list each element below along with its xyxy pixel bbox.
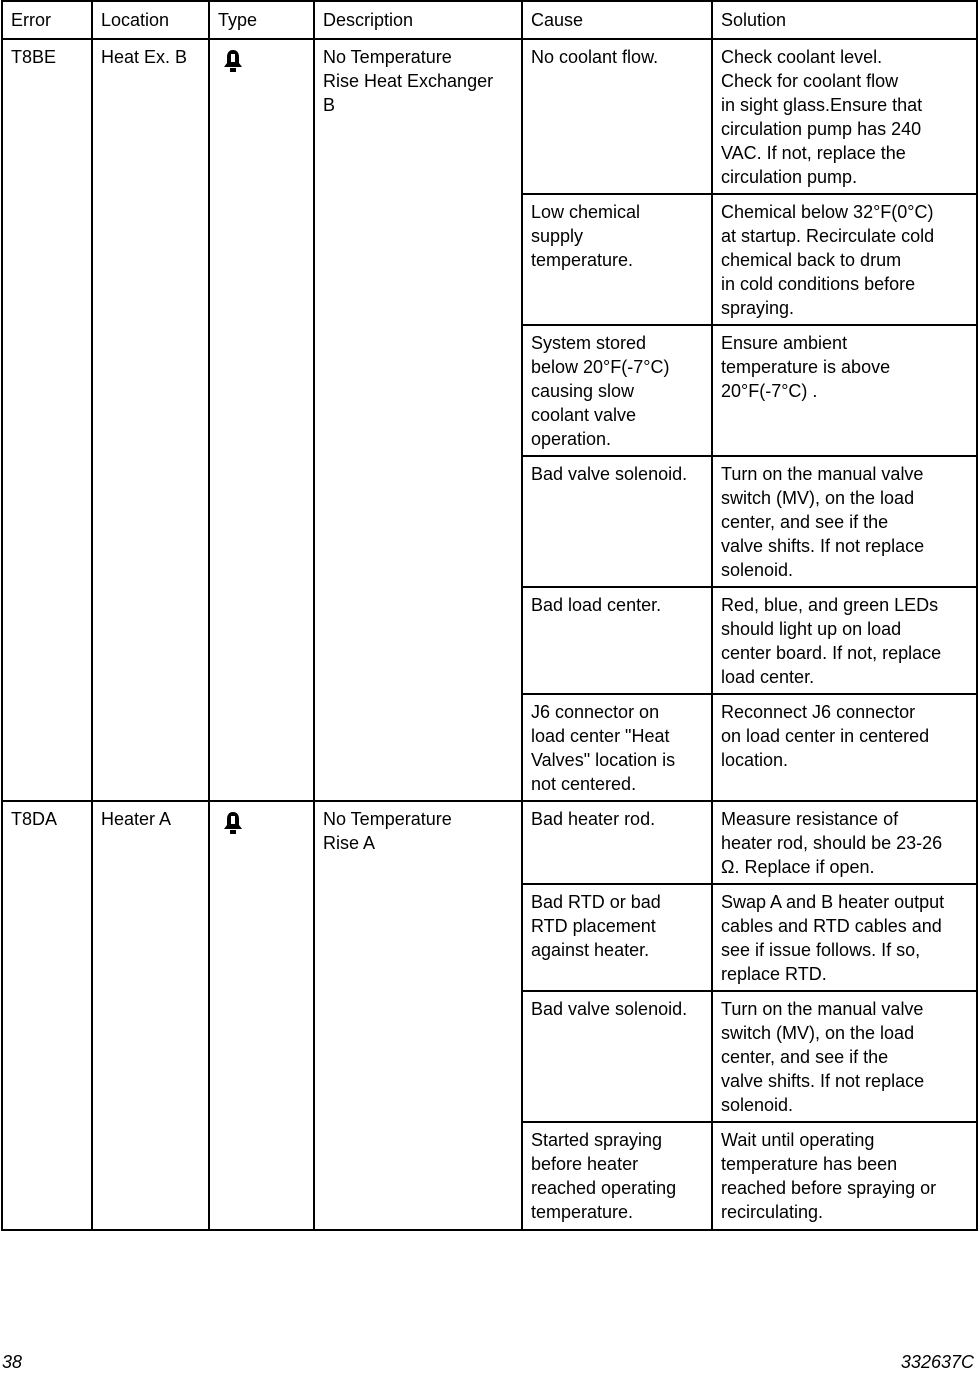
header-solution: Solution — [712, 1, 977, 39]
cause-text: Low chemical supply temperature. — [531, 202, 641, 270]
type-cell — [209, 39, 314, 801]
solution-cell — [712, 991, 977, 1122]
solution-cell — [712, 884, 977, 991]
cause-text: Bad valve solenoid. — [531, 999, 688, 1019]
document-number: 332637C — [900, 1352, 974, 1372]
solution-text: Turn on the manual valve switch (MV), on the load center, and see if the valve shifts. If not replace solenoid. — [721, 999, 925, 1115]
solution-cell — [712, 694, 977, 801]
solution-text: Swap A and B heater output cables and RTD cables and see if issue follows. If so, replace RTD. — [721, 892, 945, 984]
header-cause: Cause — [522, 1, 712, 39]
cause-cell — [522, 694, 712, 801]
solution-cell — [712, 587, 977, 694]
cause-cell — [522, 39, 712, 194]
cause-cell — [522, 325, 712, 456]
header-location: Location — [92, 1, 209, 39]
header-description: Description — [314, 1, 522, 39]
solution-cell — [712, 194, 977, 325]
cause-cell — [522, 884, 712, 991]
cause-text: Bad RTD or bad RTD placement against heater. — [531, 892, 661, 960]
solution-text: Chemical below 32°F(0°C) at startup. Recirculate cold chemical back to drum in cold conditions before spraying. — [721, 202, 935, 318]
cause-cell — [522, 587, 712, 694]
cause-text: J6 connector on load center "Heat Valves" location is not centered. — [531, 702, 676, 794]
table-row — [2, 39, 977, 194]
location-text: Heat Ex. B — [101, 47, 188, 67]
error-code: T8BE — [11, 47, 57, 67]
error-code-cell — [2, 801, 92, 1230]
solution-cell — [712, 456, 977, 587]
cause-text: Bad valve solenoid. — [531, 464, 688, 484]
cause-cell — [522, 194, 712, 325]
troubleshooting-table — [1, 0, 978, 1231]
header-error: Error — [2, 1, 92, 39]
solution-text: Red, blue, and green LEDs should light up on load center board. If not, replace load center. — [721, 595, 942, 687]
solution-cell — [712, 801, 977, 884]
cause-text: System stored below 20°F(-7°C) causing slow coolant valve operation. — [531, 333, 670, 449]
solution-cell — [712, 39, 977, 194]
page-number: 38 — [2, 1352, 23, 1372]
description-text: No Temperature Rise A — [323, 809, 452, 853]
solution-text: Check coolant level. Check for coolant flow in sight glass.Ensure that circulation pump has 240 VAC. If not, replace the circulation pump. — [721, 47, 923, 187]
cause-cell — [522, 456, 712, 587]
cause-text: Bad heater rod. — [531, 809, 656, 829]
cause-cell — [522, 1122, 712, 1230]
solution-text: Reconnect J6 connector on load center in centered location. — [721, 702, 930, 770]
location-cell — [92, 801, 209, 1230]
alarm-bell-icon — [220, 811, 246, 835]
solution-text: Wait until operating temperature has been reached before spraying or recirculating. — [721, 1130, 937, 1222]
description-cell — [314, 801, 522, 1230]
cause-text: Started spraying before heater reached operating temperature. — [531, 1130, 677, 1222]
location-text: Heater A — [101, 809, 172, 829]
solution-text: Ensure ambient temperature is above 20°F(-7°C) . — [721, 333, 891, 401]
cause-text: No coolant flow. — [531, 47, 659, 67]
header-type: Type — [209, 1, 314, 39]
alarm-bell-icon — [220, 49, 246, 73]
error-code: T8DA — [11, 809, 58, 829]
solution-cell — [712, 1122, 977, 1230]
table-row — [2, 801, 977, 884]
location-cell — [92, 39, 209, 801]
cause-cell — [522, 991, 712, 1122]
header-row — [2, 1, 977, 39]
solution-text: Measure resistance of heater rod, should be 23-26 Ω. Replace if open. — [721, 809, 943, 877]
description-text: No Temperature Rise Heat Exchanger B — [323, 47, 494, 115]
error-code-cell — [2, 39, 92, 801]
solution-text: Turn on the manual valve switch (MV), on the load center, and see if the valve shifts. If not replace solenoid. — [721, 464, 925, 580]
cause-cell — [522, 801, 712, 884]
cause-text: Bad load center. — [531, 595, 662, 615]
solution-cell — [712, 325, 977, 456]
type-cell — [209, 801, 314, 1230]
description-cell — [314, 39, 522, 801]
